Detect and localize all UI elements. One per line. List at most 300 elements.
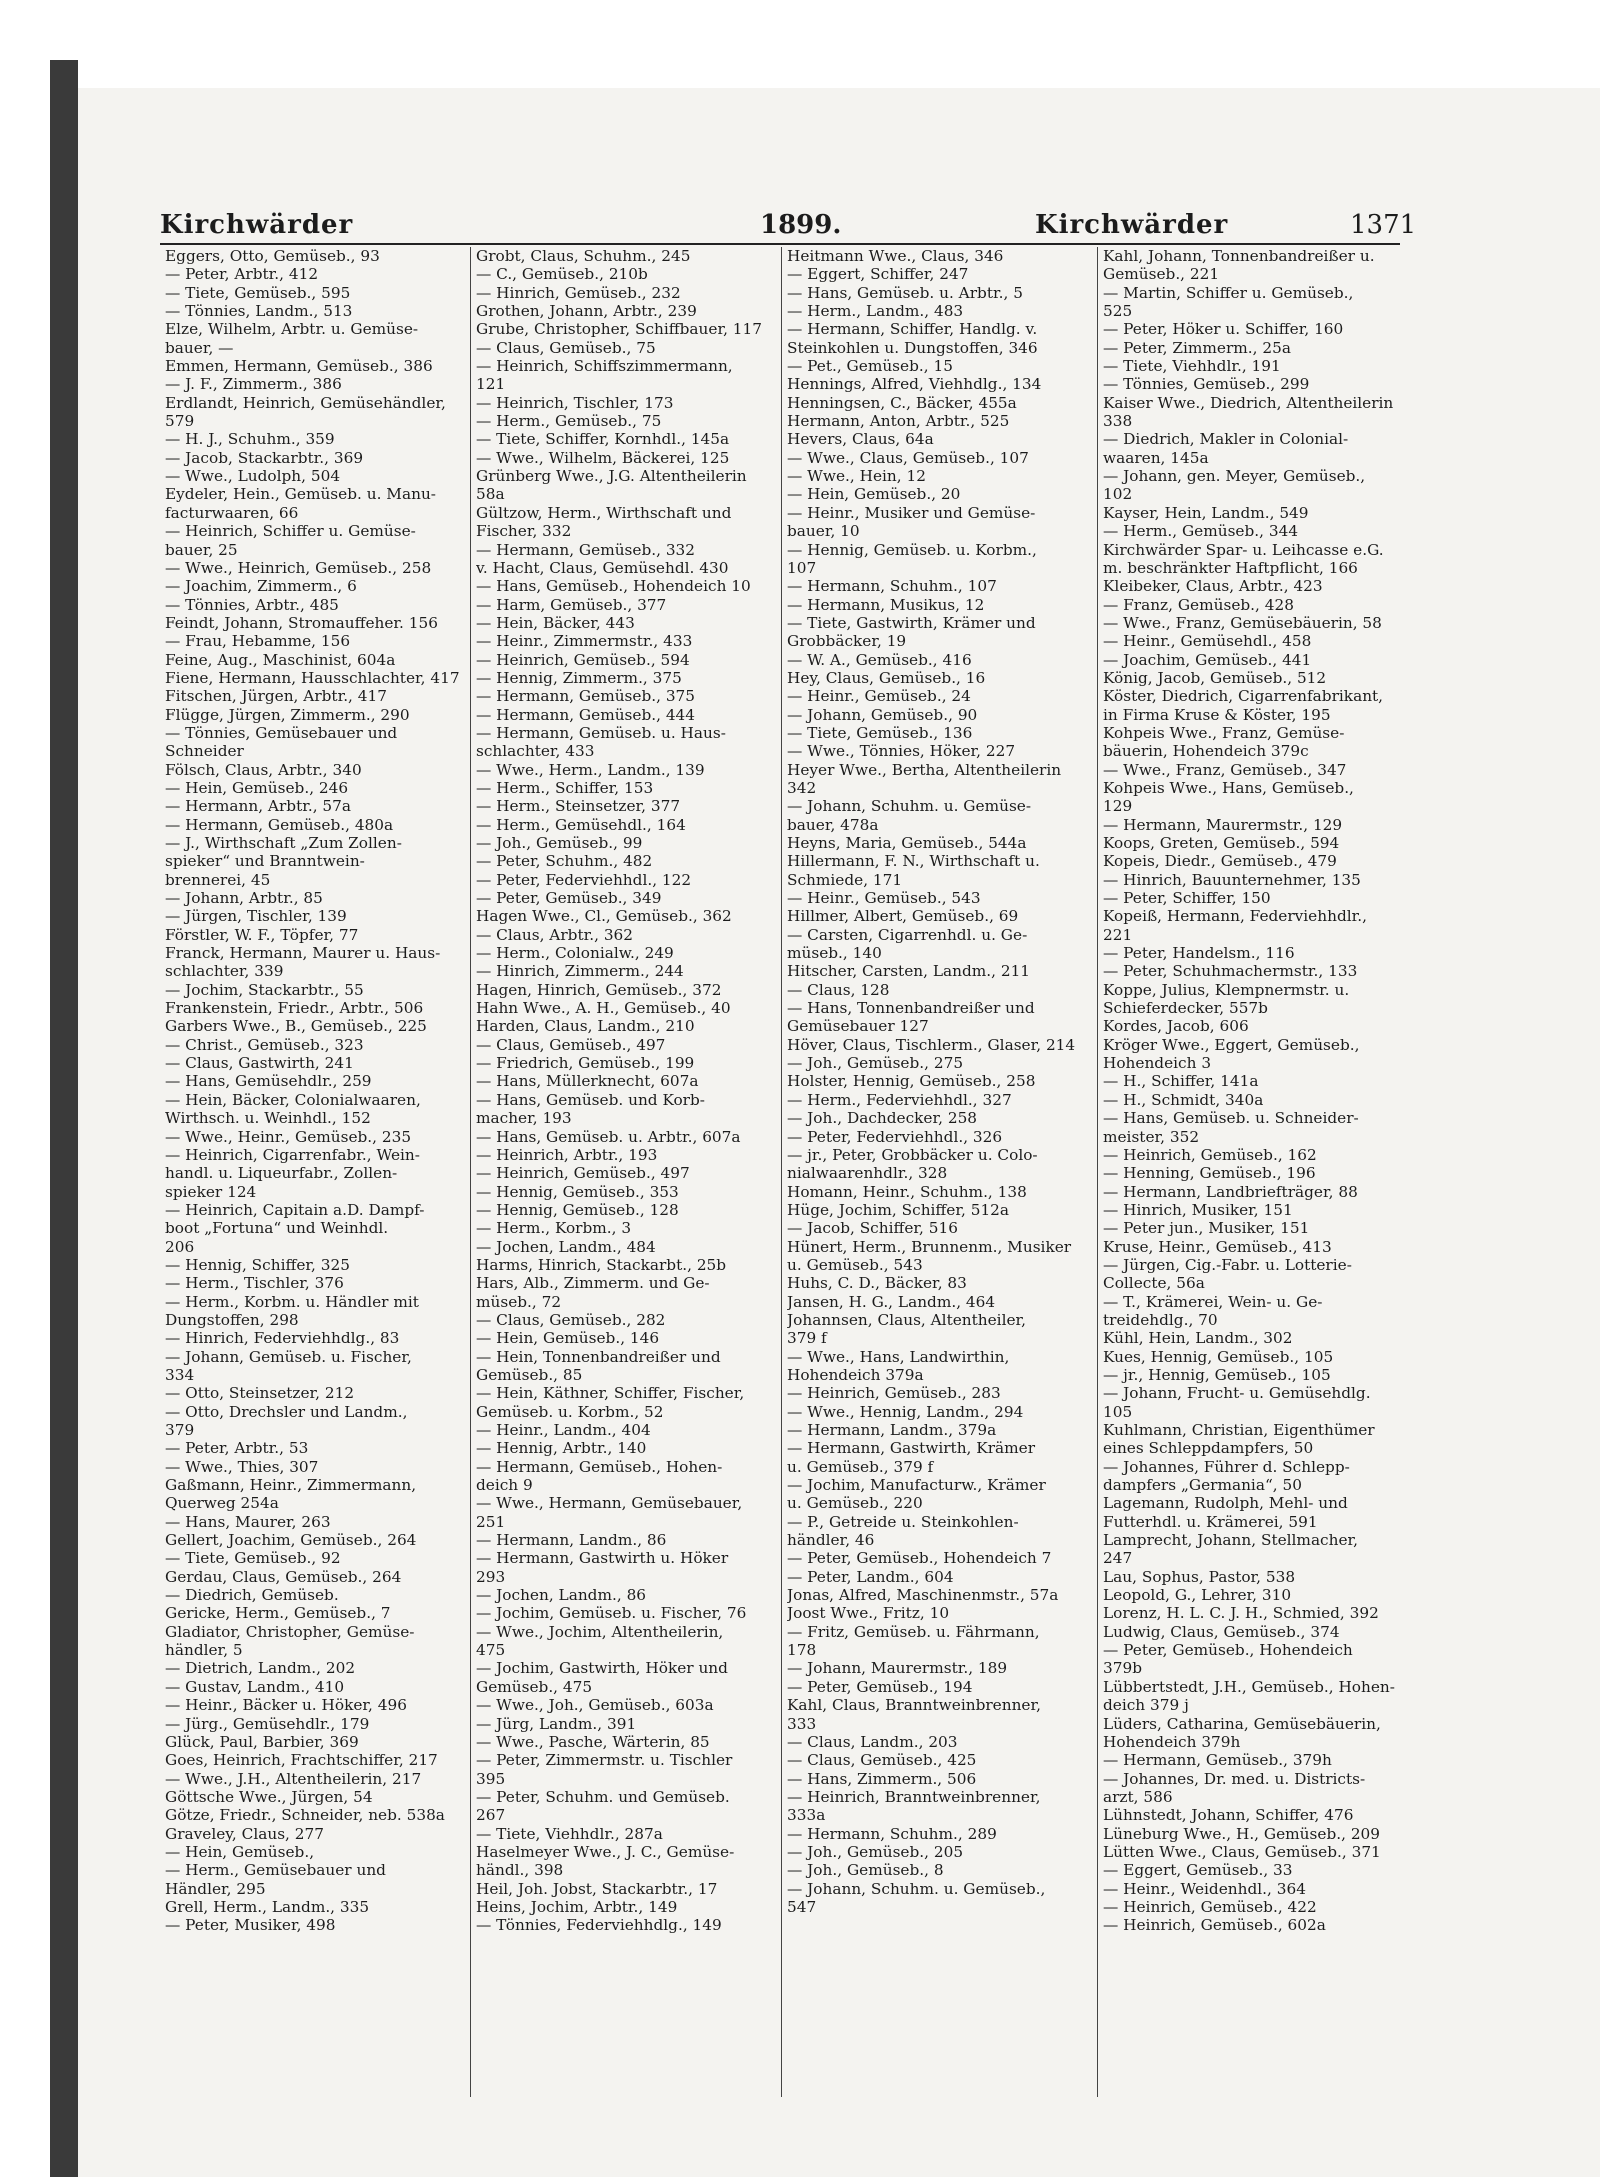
directory-entry-line: Lamprecht, Johann, Stellmacher, xyxy=(1103,1531,1359,1550)
directory-entry-line: — Hans, Maurer, 263 xyxy=(165,1512,331,1531)
directory-entry-line: — Hans, Gemüseb. und Korb- xyxy=(476,1090,705,1109)
directory-entry-line: — Claus, Gemüseb., 497 xyxy=(476,1035,666,1054)
directory-entry-line: Kopeiß, Hermann, Federviehhdlr., xyxy=(1103,907,1367,926)
directory-entry-line: — Wwe., Jochim, Altentheilerin, xyxy=(476,1622,724,1641)
directory-entry-line: — Heinr., Bäcker u. Höker, 496 xyxy=(165,1696,407,1715)
directory-entry-line: 547 xyxy=(787,1897,817,1916)
directory-entry-line: Grobbäcker, 19 xyxy=(787,632,907,651)
directory-entry-line: Johannsen, Claus, Altentheiler, xyxy=(787,1310,1027,1329)
directory-entry-line: — Peter, Gemüseb., Hohendeich 7 xyxy=(787,1549,1052,1568)
directory-entry-line: Jonas, Alfred, Maschinenmstr., 57a xyxy=(787,1586,1059,1605)
directory-entry-line: — Gustav, Landm., 410 xyxy=(165,1677,345,1696)
directory-entry-line: — Peter, Musiker, 498 xyxy=(165,1916,336,1935)
directory-entry-line: — Heinr., Musiker und Gemüse- xyxy=(787,503,1036,522)
directory-entry-line: — Hein, Käthner, Schiffer, Fischer, xyxy=(476,1384,745,1403)
directory-entry-line: — Claus, Gemüseb., 282 xyxy=(476,1310,666,1329)
directory-entry-line: Kopeis, Diedr., Gemüseb., 479 xyxy=(1103,852,1337,871)
directory-entry-line: — Heinr., Gemüseb., 543 xyxy=(787,889,981,908)
directory-entry-line: Steinkohlen u. Dungstoffen, 346 xyxy=(787,338,1038,357)
directory-entry-line: Hars, Alb., Zimmerm. und Ge- xyxy=(476,1274,710,1293)
directory-entry-line: Grünberg Wwe., J.G. Altentheilerin xyxy=(476,467,747,486)
directory-entry-line: — Tönnies, Federviehhdlg., 149 xyxy=(476,1916,722,1935)
directory-entry-line: 178 xyxy=(787,1641,817,1660)
directory-entry-line: — Hans, Gemüseb. u. Schneider- xyxy=(1103,1109,1359,1128)
directory-entry-line: — Wwe., Wilhelm, Bäckerei, 125 xyxy=(476,448,730,467)
directory-entry-line: Eggers, Otto, Gemüseb., 93 xyxy=(165,247,380,265)
directory-entry-line: Erdlandt, Heinrich, Gemüsehändler, xyxy=(165,393,446,412)
directory-entry-line: Jansen, H. G., Landm., 464 xyxy=(787,1292,996,1311)
directory-entry-line: Kühl, Hein, Landm., 302 xyxy=(1103,1329,1293,1348)
directory-entry-line: Elze, Wilhelm, Arbtr. u. Gemüse- xyxy=(165,320,419,339)
directory-entry-line: — Heinrich, Gemüseb., 162 xyxy=(1103,1145,1317,1164)
directory-entry-line: — Franz, Gemüseb., 428 xyxy=(1103,595,1294,614)
directory-entry-line: — Peter jun., Musiker, 151 xyxy=(1103,1219,1310,1238)
directory-entry-line: — Peter, Gemüseb., Hohendeich xyxy=(1103,1641,1353,1660)
directory-entry-line: — Jochen, Landm., 484 xyxy=(476,1237,656,1256)
directory-entry-line: Lüneburg Wwe., H., Gemüseb., 209 xyxy=(1103,1824,1381,1843)
directory-entry-line: — Christ., Gemüseb., 323 xyxy=(165,1035,364,1054)
directory-entry-line: 334 xyxy=(165,1365,195,1384)
directory-entry-line: händler, 46 xyxy=(787,1531,875,1550)
directory-entry-line: Hahn Wwe., A. H., Gemüseb., 40 xyxy=(476,999,731,1018)
directory-entry-line: — Wwe., Franz, Gemüsebäuerin, 58 xyxy=(1103,613,1382,632)
directory-entry-line: — Peter, Schuhm. und Gemüseb. xyxy=(476,1787,730,1806)
directory-entry-line: Ludwig, Claus, Gemüseb., 374 xyxy=(1103,1622,1340,1641)
directory-entry-line: Förstler, W. F., Töpfer, 77 xyxy=(165,925,359,944)
directory-entry-line: — J., Wirthschaft „Zum Zollen- xyxy=(165,834,402,852)
directory-column-2 xyxy=(476,247,776,2107)
directory-entry-line: — Johann, Schuhm. u. Gemüse- xyxy=(787,797,1032,816)
directory-entry-line: Heins, Jochim, Arbtr., 149 xyxy=(476,1897,678,1916)
directory-entry-line: — Hennig, Gemüseb. u. Korbm., xyxy=(787,540,1037,559)
directory-entry-line: Kohpeis Wwe., Hans, Gemüseb., xyxy=(1103,778,1354,797)
directory-entry-line: — Johann, Maurermstr., 189 xyxy=(787,1659,1008,1678)
directory-entry-line: — Hans, Gemüseb. u. Arbtr., 5 xyxy=(787,283,1023,302)
directory-column-3 xyxy=(787,247,1092,2107)
directory-entry-line: — Hans, Gemüseb., Hohendeich 10 xyxy=(476,577,751,596)
directory-entry-line: — Hennig, Schiffer, 325 xyxy=(165,1255,350,1274)
directory-entry-line: Göttsche Wwe., Jürgen, 54 xyxy=(165,1787,373,1806)
directory-entry-line: — Wwe., J.H., Altentheilerin, 217 xyxy=(165,1769,422,1788)
directory-entry-line: — Hein, Bäcker, Colonialwaaren, xyxy=(165,1090,421,1109)
directory-entry-line: Hagen Wwe., Cl., Gemüseb., 362 xyxy=(476,907,732,926)
directory-entry-line: Koops, Greten, Gemüseb., 594 xyxy=(1103,834,1340,852)
directory-entry-line: — Wwe., Hans, Landwirthin, xyxy=(787,1347,1010,1366)
directory-entry-line: — Johann, Arbtr., 85 xyxy=(165,889,323,908)
directory-entry-line: — W. A., Gemüseb., 416 xyxy=(787,650,972,669)
directory-entry-line: Emmen, Hermann, Gemüseb., 386 xyxy=(165,357,433,376)
directory-entry-line: macher, 193 xyxy=(476,1109,572,1128)
directory-entry-line: — Jochim, Manufacturw., Krämer xyxy=(787,1476,1046,1495)
directory-entry-line: — Hennig, Gemüseb., 353 xyxy=(476,1182,679,1201)
directory-entry-line: — Heinr., Landm., 404 xyxy=(476,1421,651,1439)
directory-entry-line: 121 xyxy=(476,375,506,394)
directory-entry-line: — Claus, Gemüseb., 425 xyxy=(787,1751,977,1770)
directory-entry-line: Heil, Joh. Jobst, Stackarbtr., 17 xyxy=(476,1879,718,1898)
directory-entry-line: — Wwe., Hermann, Gemüsebauer, xyxy=(476,1494,743,1513)
directory-entry-line: schlachter, 433 xyxy=(476,742,595,761)
directory-entry-line: — Tiete, Viehhdlr., 191 xyxy=(1103,357,1281,376)
directory-entry-line: Eydeler, Hein., Gemüseb. u. Manu- xyxy=(165,485,436,504)
directory-entry-line: Franck, Hermann, Maurer u. Haus- xyxy=(165,944,441,963)
directory-entry-line: Holster, Hennig, Gemüseb., 258 xyxy=(787,1072,1036,1091)
directory-entry-line: — Joachim, Gemüseb., 441 xyxy=(1103,650,1312,669)
directory-entry-line: Kleibeker, Claus, Arbtr., 423 xyxy=(1103,577,1323,596)
directory-entry-line: Lübbertstedt, J.H., Gemüseb., Hohen- xyxy=(1103,1677,1395,1696)
directory-entry-line: — Hermann, Gemüseb., 332 xyxy=(476,540,696,559)
directory-entry-line: Heyer Wwe., Bertha, Altentheilerin xyxy=(787,760,1062,779)
directory-entry-line: — Claus, Gastwirth, 241 xyxy=(165,1054,354,1073)
directory-entry-line: Kaiser Wwe., Diedrich, Altentheilerin xyxy=(1103,393,1394,412)
directory-entry-line: Gemüseb., 475 xyxy=(476,1677,593,1696)
directory-entry-line: 267 xyxy=(476,1806,506,1825)
directory-entry-line: 579 xyxy=(165,412,195,431)
directory-entry-line: — C., Gemüseb., 210b xyxy=(476,265,648,284)
header-year: 1899. xyxy=(760,210,842,240)
directory-entry-line: — Claus, Arbtr., 362 xyxy=(476,925,634,944)
directory-entry-line: — Herm., Landm., 483 xyxy=(787,302,964,321)
directory-entry-line: — Eggert, Schiffer, 247 xyxy=(787,265,969,284)
column-divider xyxy=(470,247,471,2097)
directory-entry-line: — Peter, Schuhm., 482 xyxy=(476,852,653,871)
directory-entry-line: — Heinrich, Gemüseb., 497 xyxy=(476,1164,690,1183)
directory-entry-line: — Heinrich, Arbtr., 193 xyxy=(476,1145,658,1164)
directory-entry-line: — Hermann, Musikus, 12 xyxy=(787,595,985,614)
directory-entry-line: Glück, Paul, Barbier, 369 xyxy=(165,1732,359,1751)
directory-entry-line: bauer, 10 xyxy=(787,522,860,541)
directory-entry-line: handl. u. Liqueurfabr., Zollen- xyxy=(165,1164,398,1183)
directory-entry-line: — Wwe., Thies, 307 xyxy=(165,1457,319,1476)
directory-entry-line: Hohendeich 3 xyxy=(1103,1054,1212,1073)
directory-entry-line: — Herm., Gemüsehdl., 164 xyxy=(476,815,686,834)
directory-entry-line: Kirchwärder Spar- u. Leihcasse e.G. xyxy=(1103,540,1384,559)
directory-entry-line: — Peter, Gemüseb., 349 xyxy=(476,889,662,908)
directory-entry-line: Lüders, Catharina, Gemüsebäuerin, xyxy=(1103,1714,1381,1733)
directory-entry-line: Grell, Herm., Landm., 335 xyxy=(165,1897,370,1916)
directory-entry-line: Hennings, Alfred, Viehhdlg., 134 xyxy=(787,375,1042,394)
directory-entry-line: — Hermann, Gemüseb., 480a xyxy=(165,815,394,834)
directory-entry-line: — Peter, Zimmermstr. u. Tischler xyxy=(476,1751,733,1770)
directory-entry-line: u. Gemüseb., 220 xyxy=(787,1494,923,1513)
directory-entry-line: Gemüsebauer 127 xyxy=(787,1017,929,1036)
directory-entry-line: Lühnstedt, Johann, Schiffer, 476 xyxy=(1103,1806,1354,1825)
directory-entry-line: — Heinr., Gemüseb., 24 xyxy=(787,687,971,706)
directory-entry-line: Feine, Aug., Maschinist, 604a xyxy=(165,650,396,669)
directory-entry-line: Hünert, Herm., Brunnenm., Musiker xyxy=(787,1237,1072,1256)
directory-entry-line: — Heinrich, Schiffszimmermann, xyxy=(476,357,733,376)
directory-entry-line: — Joh., Gemüseb., 205 xyxy=(787,1842,964,1861)
directory-entry-line: Gemüseb., 85 xyxy=(476,1365,583,1384)
directory-entry-line: — Heinrich, Gemüseb., 283 xyxy=(787,1384,1001,1403)
directory-entry-line: — Jürg, Landm., 391 xyxy=(476,1714,637,1733)
directory-entry-line: — Joh., Gemüseb., 99 xyxy=(476,834,643,852)
directory-entry-line: — Herm., Gemüsebauer und xyxy=(165,1861,386,1880)
directory-entry-line: — Hinrich, Federviehhdlg., 83 xyxy=(165,1329,400,1348)
directory-entry-line: — Johann, Frucht- u. Gemüsehdlg. xyxy=(1103,1384,1371,1403)
directory-entry-line: — Hermann, Gastwirth, Krämer xyxy=(787,1439,1036,1458)
directory-entry-line: dampfers „Germania“, 50 xyxy=(1103,1476,1302,1495)
directory-entry-line: Koppe, Julius, Klempnermstr. u. xyxy=(1103,980,1350,999)
directory-entry-line: Hillmer, Albert, Gemüseb., 69 xyxy=(787,907,1019,926)
directory-entry-line: Feindt, Johann, Stromauffeher. 156 xyxy=(165,613,438,632)
directory-entry-line: — Friedrich, Gemüseb., 199 xyxy=(476,1054,695,1073)
directory-entry-line: — Peter, Federviehhdl., 326 xyxy=(787,1127,1003,1146)
directory-entry-line: — Claus, Gemüseb., 75 xyxy=(476,338,656,357)
directory-entry-line: Gellert, Joachim, Gemüseb., 264 xyxy=(165,1531,417,1550)
directory-entry-line: boot „Fortuna“ und Weinhdl. xyxy=(165,1219,389,1238)
directory-entry-line: facturwaaren, 66 xyxy=(165,503,299,522)
directory-entry-line: — Wwe., Heinrich, Gemüseb., 258 xyxy=(165,558,432,577)
directory-entry-line: — Hans, Tonnenbandreißer und xyxy=(787,999,1035,1018)
directory-entry-line: — Hinrich, Zimmerm., 244 xyxy=(476,962,684,981)
directory-entry-line: — Heinrich, Cigarrenfabr., Wein- xyxy=(165,1145,420,1164)
directory-entry-line: Flügge, Jürgen, Zimmerm., 290 xyxy=(165,705,410,724)
directory-column-4 xyxy=(1103,247,1408,2107)
directory-entry-line: — Tönnies, Gemüsebauer und xyxy=(165,723,398,742)
directory-entry-line: — Wwe., Hein, 12 xyxy=(787,467,926,486)
directory-entry-line: Futterhdl. u. Krämerei, 591 xyxy=(1103,1512,1318,1531)
directory-entry-line: — jr., Hennig, Gemüseb., 105 xyxy=(1103,1365,1331,1384)
directory-entry-line: — Herm., Colonialw., 249 xyxy=(476,944,674,963)
directory-entry-line: — Jochim, Gemüseb. u. Fischer, 76 xyxy=(476,1604,747,1623)
directory-entry-line: Lagemann, Rudolph, Mehl- und xyxy=(1103,1494,1348,1513)
directory-entry-line: Hitscher, Carsten, Landm., 211 xyxy=(787,962,1031,981)
directory-entry-line: Lütten Wwe., Claus, Gemüseb., 371 xyxy=(1103,1842,1381,1861)
directory-entry-line: — Tiete, Gemüseb., 92 xyxy=(165,1549,341,1568)
directory-entry-line: — Heinrich, Schiffer u. Gemüse- xyxy=(165,522,416,541)
directory-entry-line: — Johann, Gemüseb. u. Fischer, xyxy=(165,1347,412,1366)
directory-entry-line: — Tönnies, Arbtr., 485 xyxy=(165,595,339,614)
header-left-title: Kirchwärder xyxy=(160,210,354,240)
directory-entry-line: — Fritz, Gemüseb. u. Fährmann, xyxy=(787,1622,1040,1641)
directory-entry-line: Gladiator, Christopher, Gemüse- xyxy=(165,1622,415,1641)
directory-entry-line: — Hans, Gemüseb. u. Arbtr., 607a xyxy=(476,1127,741,1146)
directory-entry-line: — Peter, Schuhmachermstr., 133 xyxy=(1103,962,1358,981)
directory-entry-line: bauer, — xyxy=(165,338,234,357)
directory-entry-line: — Hermann, Schiffer, Handlg. v. xyxy=(787,320,1038,339)
directory-entry-line: — Hermann, Schuhm., 107 xyxy=(787,577,997,596)
directory-entry-line: 475 xyxy=(476,1641,506,1660)
directory-entry-line: — Wwe., Franz, Gemüseb., 347 xyxy=(1103,760,1347,779)
directory-entry-line: 102 xyxy=(1103,485,1133,504)
directory-entry-line: — Herm., Steinsetzer, 377 xyxy=(476,797,681,816)
directory-entry-line: 379b xyxy=(1103,1659,1142,1678)
directory-entry-line: — Herm., Tischler, 376 xyxy=(165,1274,344,1293)
directory-entry-line: — Hermann, Gemüseb. u. Haus- xyxy=(476,723,726,742)
directory-entry-line: — Heinrich, Capitain a.D. Dampf- xyxy=(165,1200,425,1219)
directory-entry-line: Hohendeich 379a xyxy=(787,1365,924,1384)
directory-entry-line: — Hermann, Landm., 86 xyxy=(476,1531,667,1550)
directory-entry-line: Querweg 254a xyxy=(165,1494,279,1513)
directory-entry-line: — Hermann, Schuhm., 289 xyxy=(787,1824,997,1843)
directory-entry-line: v. Hacht, Claus, Gemüsehdl. 430 xyxy=(476,558,729,577)
directory-entry-line: — Diedrich, Gemüseb. xyxy=(165,1586,339,1605)
directory-entry-line: eines Schleppdampfers, 50 xyxy=(1103,1439,1314,1458)
directory-entry-line: 338 xyxy=(1103,412,1133,431)
directory-entry-line: deich 379 j xyxy=(1103,1696,1189,1715)
directory-entry-line: 105 xyxy=(1103,1402,1133,1421)
directory-entry-line: Leopold, G., Lehrer, 310 xyxy=(1103,1586,1292,1605)
directory-entry-line: in Firma Kruse & Köster, 195 xyxy=(1103,705,1331,724)
directory-entry-line: — Jacob, Schiffer, 516 xyxy=(787,1219,958,1238)
directory-entry-line: — Peter, Zimmerm., 25a xyxy=(1103,338,1291,357)
directory-entry-line: — Joh., Gemüseb., 8 xyxy=(787,1861,944,1880)
directory-entry-line: — Hermann, Gastwirth u. Höker xyxy=(476,1549,729,1568)
column-divider xyxy=(1097,247,1098,2097)
directory-column-1 xyxy=(165,247,465,2107)
directory-entry-line: — Heinr., Weidenhdl., 364 xyxy=(1103,1879,1306,1898)
directory-entry-line: 107 xyxy=(787,558,817,577)
directory-entry-line: 379 f xyxy=(787,1329,827,1348)
directory-entry-line: — Claus, 128 xyxy=(787,980,890,999)
directory-entry-line: — Eggert, Gemüseb., 33 xyxy=(1103,1861,1293,1880)
directory-entry-line: Kahl, Johann, Tonnenbandreißer u. xyxy=(1103,247,1375,265)
directory-entry-line: deich 9 xyxy=(476,1476,533,1495)
directory-entry-line: — Heinrich, Tischler, 173 xyxy=(476,393,674,412)
directory-entry-line: — Diedrich, Makler in Colonial- xyxy=(1103,430,1349,449)
directory-entry-line: — Tönnies, Gemüseb., 299 xyxy=(1103,375,1310,394)
directory-entry-line: — Hermann, Arbtr., 57a xyxy=(165,797,352,816)
directory-entry-line: Harden, Claus, Landm., 210 xyxy=(476,1017,695,1036)
directory-entry-line: — Harm, Gemüseb., 377 xyxy=(476,595,667,614)
directory-entry-line: — Wwe., Claus, Gemüseb., 107 xyxy=(787,448,1029,467)
directory-entry-line: — Tiete, Gastwirth, Krämer und xyxy=(787,613,1036,632)
directory-entry-line: Höver, Claus, Tischlerm., Glaser, 214 xyxy=(787,1035,1076,1054)
directory-entry-line: Gemüseb., 221 xyxy=(1103,265,1220,284)
directory-entry-line: — Wwe., Ludolph, 504 xyxy=(165,467,341,486)
directory-entry-line: — Peter, Gemüseb., 194 xyxy=(787,1677,973,1696)
directory-entry-line: — Otto, Drechsler und Landm., xyxy=(165,1402,408,1421)
directory-entry-line: Kordes, Jacob, 606 xyxy=(1103,1017,1249,1036)
directory-entry-line: — Peter, Handelsm., 116 xyxy=(1103,944,1295,963)
directory-entry-line: — Otto, Steinsetzer, 212 xyxy=(165,1384,355,1403)
directory-entry-line: Grube, Christopher, Schiffbauer, 117 xyxy=(476,320,763,339)
directory-entry-line: bäuerin, Hohendeich 379c xyxy=(1103,742,1309,761)
directory-entry-line: — Herm., Gemüseb., 75 xyxy=(476,412,662,431)
directory-entry-line: Huhs, C. D., Bäcker, 83 xyxy=(787,1274,967,1293)
directory-entry-line: — Johann, gen. Meyer, Gemüseb., xyxy=(1103,467,1366,486)
directory-entry-line: — Jürgen, Tischler, 139 xyxy=(165,907,347,926)
directory-entry-line: Kahl, Claus, Branntweinbrenner, xyxy=(787,1696,1041,1715)
directory-entry-line: — Martin, Schiffer u. Gemüseb., xyxy=(1103,283,1354,302)
directory-entry-line: müseb., 140 xyxy=(787,944,882,963)
directory-entry-line: — Wwe., Heinr., Gemüseb., 235 xyxy=(165,1127,412,1146)
directory-entry-line: — H., Schmidt, 340a xyxy=(1103,1090,1264,1109)
directory-entry-line: — Hein, Gemüseb., xyxy=(165,1842,315,1861)
directory-entry-line: — Hermann, Gemüseb., 444 xyxy=(476,705,696,724)
directory-entry-line: Homann, Heinr., Schuhm., 138 xyxy=(787,1182,1027,1201)
directory-entry-line: — Hein, Tonnenbandreißer und xyxy=(476,1347,721,1366)
directory-entry-line: Kröger Wwe., Eggert, Gemüseb., xyxy=(1103,1035,1360,1054)
directory-entry-line: — Hennig, Arbtr., 140 xyxy=(476,1439,647,1458)
directory-entry-line: — Dietrich, Landm., 202 xyxy=(165,1659,356,1678)
directory-entry-line: — Jochim, Gastwirth, Höker und xyxy=(476,1659,728,1678)
directory-entry-line: — Peter, Höker u. Schiffer, 160 xyxy=(1103,320,1344,339)
directory-entry-line: — H. J., Schuhm., 359 xyxy=(165,430,335,449)
directory-entry-line: — Johann, Schuhm. u. Gemüseb., xyxy=(787,1879,1046,1898)
directory-entry-line: — Heinrich, Gemüseb., 594 xyxy=(476,650,690,669)
directory-entry-line: — Peter, Arbtr., 412 xyxy=(165,265,319,284)
directory-entry-line: Hagen, Hinrich, Gemüseb., 372 xyxy=(476,980,722,999)
directory-entry-line: Schieferdecker, 557b xyxy=(1103,999,1268,1018)
directory-entry-line: Kues, Hennig, Gemüseb., 105 xyxy=(1103,1347,1334,1366)
directory-entry-line: — Hermann, Gemüseb., Hohen- xyxy=(476,1457,723,1476)
directory-entry-line: schlachter, 339 xyxy=(165,962,284,981)
directory-entry-line: Hohendeich 379h xyxy=(1103,1732,1241,1751)
directory-entry-line: Garbers Wwe., B., Gemüseb., 225 xyxy=(165,1017,427,1036)
directory-entry-line: händl., 398 xyxy=(476,1861,564,1880)
directory-entry-line: Schmiede, 171 xyxy=(787,870,903,889)
directory-entry-line: brennerei, 45 xyxy=(165,870,271,889)
directory-entry-line: bauer, 478a xyxy=(787,815,879,834)
directory-entry-line: — Hermann, Gemüseb., 375 xyxy=(476,687,696,706)
directory-entry-line: händler, 5 xyxy=(165,1641,243,1660)
directory-entry-line: Hillermann, F. N., Wirthschaft u. xyxy=(787,852,1040,871)
directory-entry-line: Schneider xyxy=(165,742,244,761)
directory-entry-line: — Tiete, Gemüseb., 595 xyxy=(165,283,351,302)
directory-entry-line: — Johannes, Dr. med. u. Districts- xyxy=(1103,1769,1366,1788)
directory-entry-line: 525 xyxy=(1103,302,1133,321)
page-number: 1371 xyxy=(1350,210,1417,240)
directory-entry-line: — P., Getreide u. Steinkohlen- xyxy=(787,1512,1019,1531)
directory-entry-line: treidehdlg., 70 xyxy=(1103,1310,1218,1329)
directory-entry-line: — Hinrich, Musiker, 151 xyxy=(1103,1200,1293,1219)
directory-entry-line: — J. F., Zimmerm., 386 xyxy=(165,375,342,394)
directory-entry-line: — Joachim, Zimmerm., 6 xyxy=(165,577,357,596)
directory-entry-line: — Peter, Federviehhdl., 122 xyxy=(476,870,692,889)
directory-entry-line: spieker“ und Branntwein- xyxy=(165,852,365,871)
directory-entry-line: 379 xyxy=(165,1421,195,1439)
directory-entry-line: Fitschen, Jürgen, Arbtr., 417 xyxy=(165,687,387,706)
directory-entry-line: Harms, Hinrich, Stackarbt., 25b xyxy=(476,1255,727,1274)
directory-entry-line: — Peter, Landm., 604 xyxy=(787,1567,954,1586)
directory-entry-line: Gültzow, Herm., Wirthschaft und xyxy=(476,503,732,522)
directory-entry-line: — Herm., Korbm., 3 xyxy=(476,1219,632,1238)
directory-entry-line: — Pet., Gemüseb., 15 xyxy=(787,357,953,376)
header-rule xyxy=(160,243,1400,245)
directory-entry-line: — Peter, Schiffer, 150 xyxy=(1103,889,1271,908)
directory-entry-line: 206 xyxy=(165,1237,195,1256)
directory-entry-line: — Herm., Korbm. u. Händler mit xyxy=(165,1292,419,1311)
directory-entry-line: — Claus, Landm., 203 xyxy=(787,1732,958,1751)
directory-entry-line: — Tiete, Viehhdlr., 287a xyxy=(476,1824,663,1843)
directory-entry-line: Graveley, Claus, 277 xyxy=(165,1824,324,1843)
directory-entry-line: — Jochen, Landm., 86 xyxy=(476,1586,647,1605)
directory-entry-line: Wirthsch. u. Weinhdl., 152 xyxy=(165,1109,371,1128)
directory-entry-line: — Joh., Gemüseb., 275 xyxy=(787,1054,964,1073)
directory-entry-line: — Jürg., Gemüsehdlr., 179 xyxy=(165,1714,370,1733)
directory-entry-line: Fiene, Hermann, Hausschlachter, 417 xyxy=(165,668,460,687)
directory-entry-line: — Herm., Gemüseb., 344 xyxy=(1103,522,1299,541)
directory-entry-line: — Hinrich, Gemüseb., 232 xyxy=(476,283,681,302)
directory-entry-line: waaren, 145a xyxy=(1103,448,1209,467)
directory-entry-line: meister, 352 xyxy=(1103,1127,1200,1146)
directory-entry-line: — Hans, Zimmerm., 506 xyxy=(787,1769,977,1788)
directory-entry-line: — Heinrich, Gemüseb., 422 xyxy=(1103,1897,1317,1916)
directory-entry-line: 342 xyxy=(787,778,817,797)
directory-entry-line: — Heinr., Gemüsehdl., 458 xyxy=(1103,632,1312,651)
directory-entry-line: Heitmann Wwe., Claus, 346 xyxy=(787,247,1004,265)
directory-entry-line: Joost Wwe., Fritz, 10 xyxy=(787,1604,950,1623)
directory-entry-line: Haselmeyer Wwe., J. C., Gemüse- xyxy=(476,1842,735,1861)
directory-entry-line: Frankenstein, Friedr., Arbtr., 506 xyxy=(165,999,424,1018)
directory-entry-line: — Frau, Hebamme, 156 xyxy=(165,632,351,651)
directory-entry-line: Fischer, 332 xyxy=(476,522,572,541)
directory-entry-line: Kohpeis Wwe., Franz, Gemüse- xyxy=(1103,723,1345,742)
directory-entry-line: — Jürgen, Cig.-Fabr. u. Lotterie- xyxy=(1103,1255,1352,1274)
directory-entry-line: Fölsch, Claus, Arbtr., 340 xyxy=(165,760,362,779)
directory-entry-line: 395 xyxy=(476,1769,506,1788)
